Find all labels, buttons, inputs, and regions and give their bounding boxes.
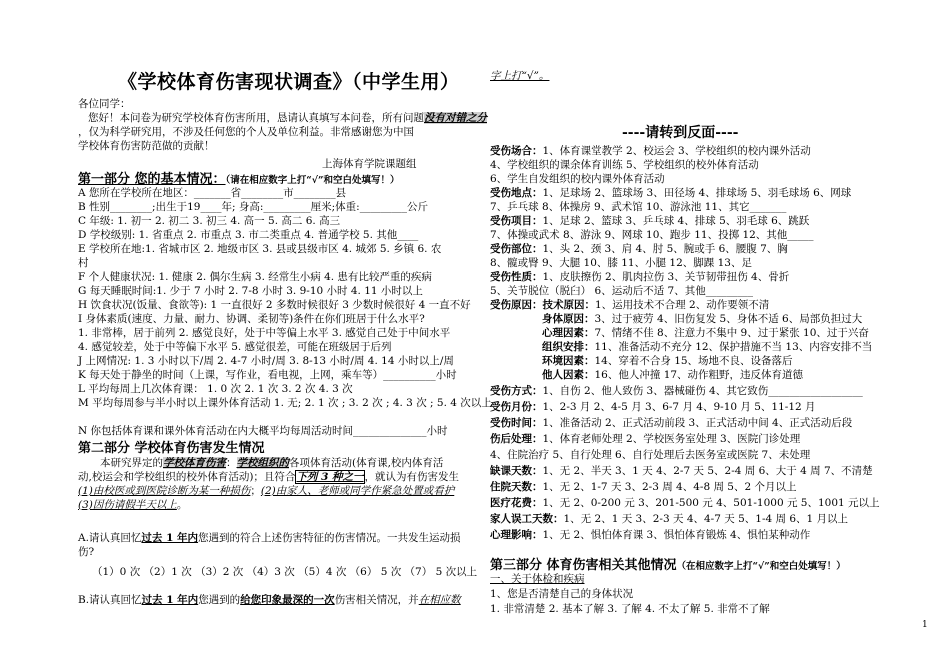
part1-line-k[interactable]: K 每天处于静坐的时间（上课，写作业，看电视，上网，乘车等）__________小时 xyxy=(78,369,457,381)
part1-line-d[interactable]: D 学校级别: 1. 省重点 2. 市重点 3. 市二类重点 4. 普通学校 5. 其他____ xyxy=(78,229,419,241)
injury-time[interactable]: 受伤时间：1、准备活动 2、正式活动前段 3、正式活动中间 4、正式活动后段 xyxy=(490,417,853,429)
part1-line-i: I 身体素质(速度、力量、耐力、协调、柔韧等)条件在你们班居于什么水平? xyxy=(78,313,425,325)
part1-line-m[interactable]: M 平均每周参与半小时以上课外体育活动 1. 无; 2. 1 次 ; 3. 2 次 ; 4. 3 次 ; 5. 4 次以上 xyxy=(78,397,492,409)
part3-subheading: 一、关于体检和疾病 xyxy=(490,573,585,585)
family-lost-workdays[interactable]: 家人误工天数：1、无 2、1 天 3、2-3 天 4、4-7 天 5、1-4 周 6、1 月以上 xyxy=(490,513,849,525)
injury-cause-environment[interactable]: 环境因素：14、穿着不合身 15、场地不良、设备落后 xyxy=(542,355,793,367)
psychological-impact[interactable]: 心理影响：1、无 2、惧怕体育课 3、惧怕体育锻炼 4、惧怕某种动作 xyxy=(490,529,811,541)
injury-body-part-cont[interactable]: 8、髋或臀 9、大腿 10、膝 11、小腿 12、脚踝 13、足 xyxy=(490,257,752,269)
turn-over-note: ----请转到反面---- xyxy=(622,125,739,141)
part1-line-g[interactable]: G 每天睡眠时间:1. 少于 7 小时 2. 7-8 小时 3. 9-10 小时 4. 11 小时以上 xyxy=(78,285,423,297)
part2-definition-line-4: (3)因伤请假半天以上。 xyxy=(78,499,188,511)
part1-line-i-opt1[interactable]: 1. 非常棒，居于前列 2. 感觉良好，处于中等偏上水平 3. 感觉自己处于中间水平 xyxy=(78,327,451,339)
medical-cost[interactable]: 医疗花费：1、无 2、0-200 元 3、201-500 元 4、501-1000 元 5、1001 元以上 xyxy=(490,497,880,509)
part2-heading: 第二部分 学校体育伤害发生情况 xyxy=(78,441,265,456)
document-title: 《学校体育伤害现状调查》（中学生用） xyxy=(118,71,460,93)
part1-line-h[interactable]: H 饮食状况(饭量、食欲等): 1 一直很好 2 多数时候很好 3 少数时候很好 4 一直不好 xyxy=(78,299,471,311)
part1-line-i-opt2[interactable]: 4. 感觉较差，处于中等偏下水平 5. 感觉很差，可能在班级居于后列 xyxy=(78,341,392,353)
part1-line-a[interactable]: A 您所在学校所在地区：_______省________市________县 xyxy=(78,187,347,199)
signature: 上海体育学院课题组 xyxy=(322,158,417,170)
absence-days[interactable]: 缺课天数：1、无 2、半天 3、1 天 4、2-7 天 5、2-4 周 6、大于 4 周 7、不清楚 xyxy=(490,465,873,477)
intro-line-1: 您好！本问卷为研究学校体育伤害所用，恳请认真填写本问卷，所有问题没有对错之分 xyxy=(88,112,487,124)
part3-question-1: 1、您是否清楚自己的身体状况 xyxy=(490,588,634,600)
intro-line-3: 学校体育伤害防范做的贡献！ xyxy=(78,140,215,152)
injury-nature[interactable]: 受伤性质：1、皮肤擦伤 2、肌肉拉伤 3、关节韧带扭伤 4、骨折 xyxy=(490,271,790,283)
question-b-cont: 字上打“√”。 xyxy=(490,70,550,82)
injury-location[interactable]: 受伤地点：1、足球场 2、篮球场 3、田径场 4、排球场 5、羽毛球场 6、网球 xyxy=(490,187,852,199)
part1-line-e-cont: 村 xyxy=(78,257,89,269)
injury-cause-technical[interactable]: 受伤原因：技术原因：1、运用技术不合理 2、动作要领不清 xyxy=(490,299,770,311)
hospital-days[interactable]: 住院天数：1、无 2、1-7 天 3、2-3 周 4、4-8 周 5、2 个月以上 xyxy=(490,481,797,493)
injury-sport-cont[interactable]: 7、体操或武术 8、游泳 9、网球 10、跑步 11、投掷 12、其他_____ xyxy=(490,229,814,241)
part3-heading: 第三部分 体育伤害相关其他情况（在相应数字上打“√”和空白处填写！） xyxy=(490,558,846,573)
part2-definition-line-1: 本研究界定的学校体育伤害：学校组织的各项体育活动(体育课,校内体育活 xyxy=(100,457,444,469)
question-a-cont: 伤? xyxy=(78,546,95,558)
question-b: B.请认真回忆过去 1 年内您遇到的给您印象最深的一次伤害相关情况，并在相应数 xyxy=(78,594,461,606)
injury-cause-psychological[interactable]: 心理因素：7、情绪不佳 8、注意力不集中 9、过于紧张 10、过于兴奋 xyxy=(542,327,869,339)
question-a-options[interactable]: （1）0 次 （2）1 次 （3）2 次 （4）3 次 （5）4 次 （6） 5 次 （7） 5 次以上 xyxy=(92,566,478,578)
injury-body-part[interactable]: 受伤部位：1、头 2、颈 3、肩 4、肘 5、腕或手 6、腰腹 7、胸 xyxy=(490,243,788,255)
injury-month[interactable]: 受伤月份：1、2-3 月 2、4-5 月 3、6-7 月 4、9-10 月 5、11-12 月 xyxy=(490,401,816,413)
no-right-wrong-emphasis: 没有对错之分 xyxy=(424,112,487,124)
greeting: 各位同学： xyxy=(78,98,131,110)
intro-line-2: ，仅为科学研究用，不涉及任何您的个人及单位利益。非常感谢您为中国 xyxy=(78,126,414,138)
part2-definition-line-3: (1)由校医或到医院诊断为某一种损伤；(2)由家人、老师或同学作紧急处置或看护 xyxy=(78,485,455,497)
part2-definition-line-2: 动,校运会和学校组织的校外体育活动)；且符合下列 3 种之一，就认为有伤害发生 xyxy=(78,471,460,483)
injury-occasion-cont-1[interactable]: 4、学校组织的课余体育训练 5、学校组织的校外体育活动 xyxy=(490,159,759,171)
part1-line-e[interactable]: E 学校所在地:1. 省城市区 2. 地级市区 3. 县或县级市区 4. 城郊 5. 乡镇 6. 农 xyxy=(78,243,442,255)
injury-location-cont[interactable]: 7、乒乓球 8、体操房 9、武术馆 10、游泳池 11、其它_______ xyxy=(490,201,787,213)
part1-line-l[interactable]: L 平均每周上几次体育课： 1. 0 次 2. 1 次 3. 2 次 4. 3 次 xyxy=(78,383,353,395)
injury-manner[interactable]: 受伤方式：1、自伤 2、他人致伤 3、器械碰伤 4、其它致伤__________________ xyxy=(490,385,863,397)
part1-line-f[interactable]: F 个人健康状况: 1. 健康 2. 偶尔生病 3. 经常生小病 4. 患有比较严重的疾病 xyxy=(78,271,432,283)
part1-line-n[interactable]: N 你包括体育课和课外体育活动在内大概平均每周活动时间______________小时 xyxy=(78,425,448,437)
injury-treatment[interactable]: 伤后处理：1、体育老师处理 2、学校医务室处理 3、医院门诊处理 xyxy=(490,433,801,445)
injury-nature-cont[interactable]: 5、关节脱位（脱臼） 6、运动后不适 7、其他_________ xyxy=(490,285,753,297)
injury-cause-others[interactable]: 他人因素：16、他人冲撞 17、动作粗野，违反体育道德 xyxy=(542,369,804,381)
part1-line-b[interactable]: B 性别________;出生于19____年; 身高:_________厘米;体重:_________公斤 xyxy=(78,201,428,213)
injury-treatment-cont[interactable]: 4、住院治疗 5、自行处理 6、自行处理后去医务室或医院 7、未处理 xyxy=(490,449,811,461)
injury-cause-physical[interactable]: 身体原因：3、过于疲劳 4、旧伤复发 5、身体不适 6、局部负担过大 xyxy=(542,313,863,325)
injury-sport[interactable]: 受伤项目：1、足球 2、篮球 3、乒乓球 4、排球 5、羽毛球 6、跳跃 xyxy=(490,215,810,227)
injury-occasion[interactable]: 受伤场合：1、体育课堂教学 2、校运会 3、学校组织的校内课外活动 xyxy=(490,145,811,157)
part1-line-j[interactable]: J 上网情况: 1. 3 小时以下/周 2. 4-7 小时/周 3. 8-13 小时/周 4. 14 小时以上/周 xyxy=(78,355,454,367)
part3-question-1-options[interactable]: 1. 非常清楚 2. 基本了解 3. 了解 4. 不太了解 5. 非常不了解 xyxy=(490,603,770,615)
part1-line-c[interactable]: C 年级: 1. 初一 2. 初二 3. 初三 4. 高一 5. 高二 6. 高三 xyxy=(78,215,341,227)
injury-occasion-cont-2[interactable]: 6、学生自发组织的校内课外体育活动 xyxy=(490,173,665,185)
part1-heading: 第一部分 您的基本情况：（请在相应数字上打“√”和空白处填写！） xyxy=(78,172,400,187)
page-number: 1 xyxy=(922,620,928,630)
injury-cause-organization[interactable]: 组织安排：11、准备活动不充分 12、保护措施不当 13、内容安排不当 xyxy=(542,341,873,353)
question-a: A.请认真回忆过去 1 年内您遇到的符合上述伤害特征的伤害情况。一共发生运动损 xyxy=(78,532,461,544)
